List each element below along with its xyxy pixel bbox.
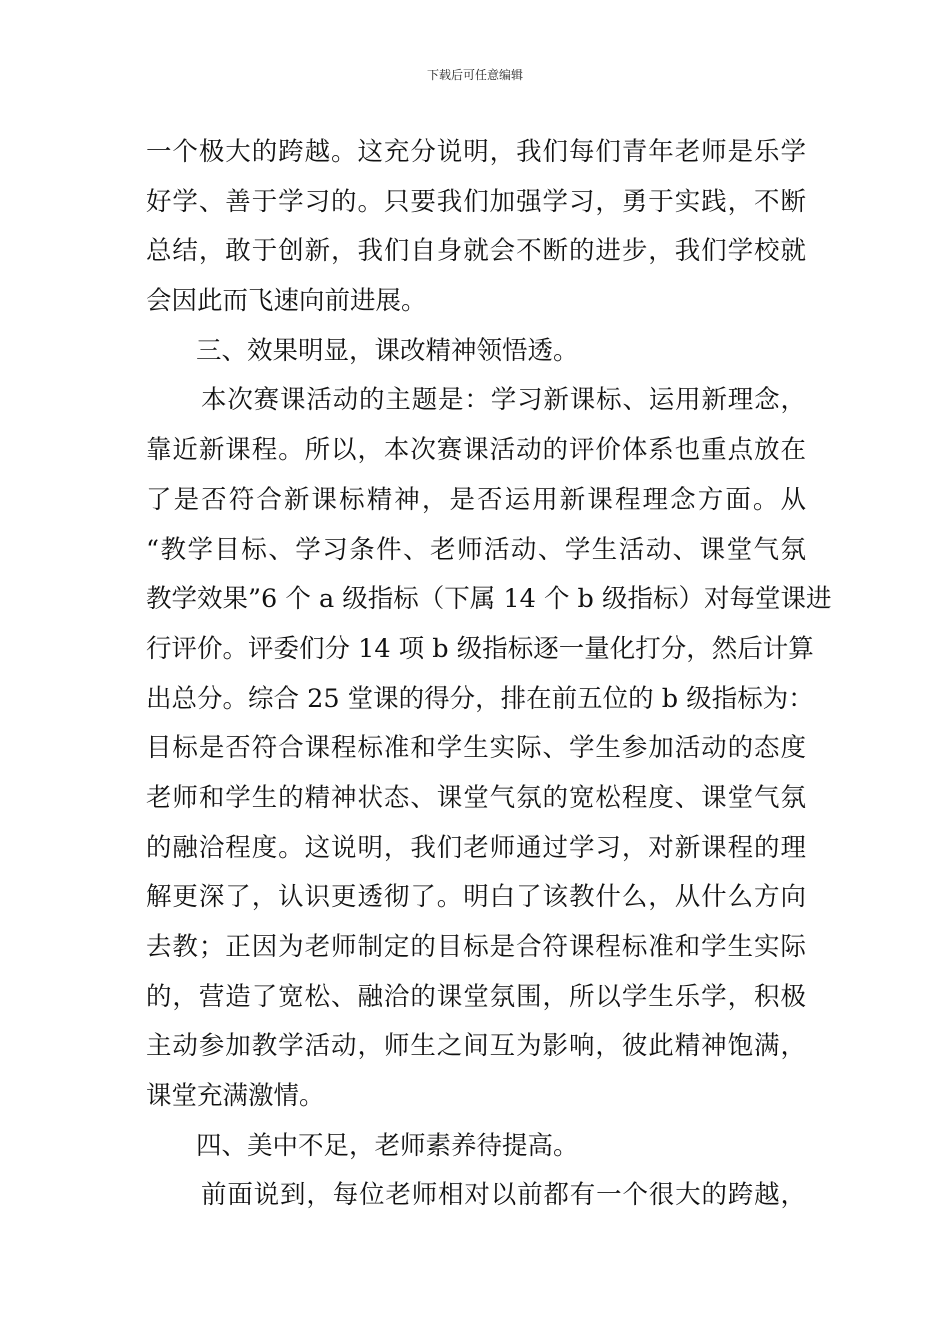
paragraph-line: 一个极大的跨越。这充分说明，我们每们青年老师是乐学 — [146, 137, 806, 167]
paragraph-line: “教学目标、学习条件、老师活动、学生活动、课堂气氛 — [146, 534, 806, 565]
paragraph-line: 教学效果”6 个 a 级指标（下属 14 个 b 级指标）对每堂课进 — [146, 584, 832, 615]
paragraph-line: 主动参加教学活动，师生之间互为影响，彼此精神饱满， — [146, 1031, 806, 1062]
paragraph-line: 目标是否符合课程标准和学生实际、学生参加活动的态度 — [146, 733, 806, 764]
paragraph-line: 行评价。评委们分 14 项 b 级指标逐一量化打分，然后计算 — [146, 633, 814, 664]
paragraph-line: 去教；正因为老师制定的目标是合符课程标准和学生实际 — [146, 932, 806, 962]
paragraph-line: 解更深了，认识更透彻了。明白了该教什么，从什么方向 — [146, 882, 806, 913]
paragraph-line: 前面说到，每位老师相对以前都有一个很大的跨越， — [201, 1180, 806, 1211]
paragraph-line: 会因此而飞速向前进展。 — [146, 286, 427, 317]
page-header-note: 下载后可任意编辑 — [426, 68, 523, 82]
section-heading: 三、效果明显，课改精神领悟透。 — [196, 335, 579, 366]
section-heading: 四、美中不足，老师素养待提高。 — [196, 1130, 579, 1161]
paragraph-line: 好学、善于学习的。只要我们加强学习，勇于实践，不断 — [146, 186, 806, 217]
body-text — [146, 128, 832, 1221]
paragraph-line: 的融洽程度。这说明，我们老师通过学习，对新课程的理 — [146, 832, 806, 863]
paragraph-line: 总结，敢于创新，我们自身就会不断的进步，我们学校就 — [146, 236, 806, 267]
paragraph-line: 的，营造了宽松、融洽的课堂氛围，所以学生乐学，积极 — [146, 981, 806, 1012]
paragraph-line: 出总分。综合 25 堂课的得分，排在前五位的 b 级指标为： — [146, 683, 814, 714]
paragraph-line: 本次赛课活动的主题是：学习新课标、运用新理念， — [201, 385, 806, 416]
paragraph-line: 靠近新课程。所以，本次赛课活动的评价体系也重点放在 — [146, 435, 806, 466]
paragraph-line: 课堂充满激情。 — [146, 1081, 325, 1112]
paragraph-line: 老师和学生的精神状态、课堂气氛的宽松程度、课堂气氛 — [146, 782, 806, 813]
paragraph-line: 了是否符合新课标精神，是否运用新课程理念方面。从 — [146, 484, 806, 515]
